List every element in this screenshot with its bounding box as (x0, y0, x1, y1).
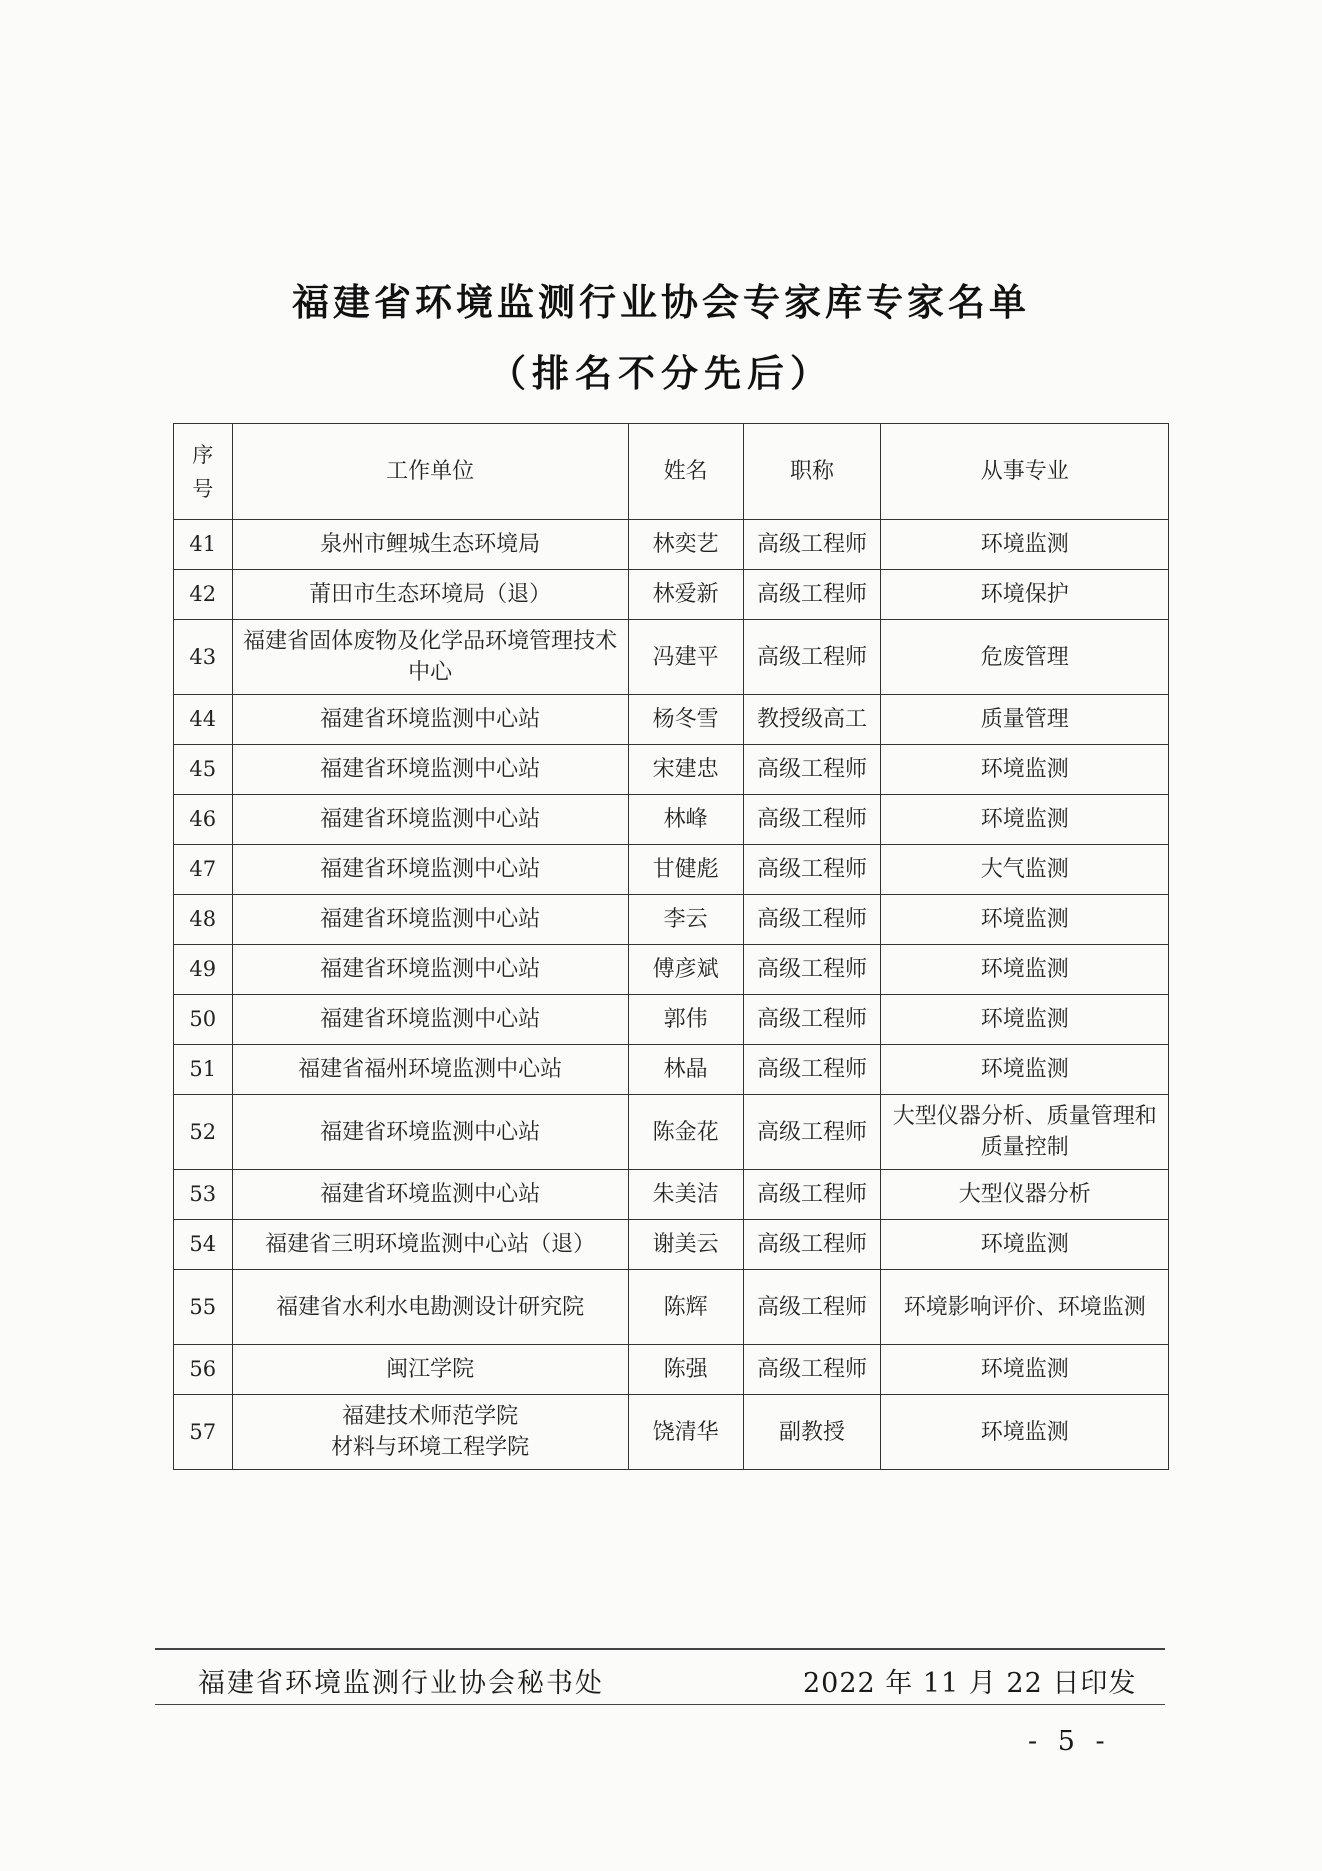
name-cell: 甘健彪 (628, 845, 743, 895)
specialty-cell: 环境监测 (881, 1220, 1169, 1270)
title-cell: 教授级高工 (743, 695, 881, 745)
specialty-cell: 大型仪器分析 (881, 1170, 1169, 1220)
table-row (174, 1045, 1169, 1095)
table-row (174, 1270, 1169, 1345)
title-cell: 高级工程师 (743, 745, 881, 795)
seq-cell: 45 (174, 745, 233, 795)
specialty-cell: 环境监测 (881, 1045, 1169, 1095)
header-unit: 工作单位 (232, 424, 628, 520)
specialty-cell: 环境监测 (881, 1395, 1169, 1470)
seq-cell: 43 (174, 620, 233, 695)
name-cell: 李云 (628, 895, 743, 945)
header-name: 姓名 (628, 424, 743, 520)
name-cell: 陈辉 (628, 1270, 743, 1345)
specialty-cell: 环境监测 (881, 895, 1169, 945)
name-cell: 杨冬雪 (628, 695, 743, 745)
seq-cell: 49 (174, 945, 233, 995)
footer-bottom-rule (155, 1704, 1165, 1705)
seq-cell: 56 (174, 1345, 233, 1395)
specialty-cell: 危废管理 (881, 620, 1169, 695)
document-title: 福建省环境监测行业协会专家库专家名单 (292, 281, 1030, 324)
title-cell: 副教授 (743, 1395, 881, 1470)
name-cell: 傅彦斌 (628, 945, 743, 995)
name-cell: 陈金花 (628, 1095, 743, 1170)
footer-date: 2022 年 11 月 22 日印发 (803, 1668, 1137, 1699)
seq-cell: 54 (174, 1220, 233, 1270)
title-cell: 高级工程师 (743, 795, 881, 845)
seq-cell: 52 (174, 1095, 233, 1170)
specialty-cell: 环境监测 (881, 795, 1169, 845)
seq-cell: 47 (174, 845, 233, 895)
title-cell: 高级工程师 (743, 1170, 881, 1220)
title-cell: 高级工程师 (743, 520, 881, 570)
specialty-cell: 环境监测 (881, 945, 1169, 995)
unit-cell: 福建省环境监测中心站 (232, 1170, 628, 1220)
unit-cell: 福建省环境监测中心站 (232, 895, 628, 945)
seq-cell: 41 (174, 520, 233, 570)
table-row (174, 570, 1169, 620)
footer-top-rule (155, 1648, 1165, 1650)
unit-cell: 福建省福州环境监测中心站 (232, 1045, 628, 1095)
table-row (174, 520, 1169, 570)
specialty-cell: 大型仪器分析、质量管理和质量控制 (881, 1095, 1169, 1170)
footer-issuer: 福建省环境监测行业协会秘书处 (198, 1668, 604, 1699)
table-row (174, 995, 1169, 1045)
seq-cell: 55 (174, 1270, 233, 1345)
seq-cell: 53 (174, 1170, 233, 1220)
title-cell: 高级工程师 (743, 1095, 881, 1170)
title-cell: 高级工程师 (743, 1345, 881, 1395)
unit-cell: 福建省三明环境监测中心站（退） (232, 1220, 628, 1270)
table-row (174, 895, 1169, 945)
table-row (174, 695, 1169, 745)
unit-cell: 福建省环境监测中心站 (232, 945, 628, 995)
header-seq: 序 号 (174, 424, 233, 520)
unit-cell: 福建省水利水电勘测设计研究院 (232, 1270, 628, 1345)
table-row (174, 1345, 1169, 1395)
expert-table (173, 423, 1169, 1470)
seq-cell: 57 (174, 1395, 233, 1470)
specialty-cell: 大气监测 (881, 845, 1169, 895)
unit-cell: 福建省环境监测中心站 (232, 995, 628, 1045)
header-specialty: 从事专业 (881, 424, 1169, 520)
unit-cell: 泉州市鲤城生态环境局 (232, 520, 628, 570)
name-cell: 郭伟 (628, 995, 743, 1045)
unit-cell: 福建省环境监测中心站 (232, 795, 628, 845)
table-row (174, 945, 1169, 995)
name-cell: 林晶 (628, 1045, 743, 1095)
page-number: - 5 - (1028, 1726, 1111, 1757)
title-cell: 高级工程师 (743, 945, 881, 995)
name-cell: 林峰 (628, 795, 743, 845)
name-cell: 林爱新 (628, 570, 743, 620)
unit-cell: 福建技术师范学院 材料与环境工程学院 (232, 1395, 628, 1470)
table-row (174, 845, 1169, 895)
title-cell: 高级工程师 (743, 1220, 881, 1270)
table-row (174, 1095, 1169, 1170)
table-row (174, 1395, 1169, 1470)
name-cell: 冯建平 (628, 620, 743, 695)
specialty-cell: 环境监测 (881, 1345, 1169, 1395)
seq-cell: 48 (174, 895, 233, 945)
title-cell: 高级工程师 (743, 570, 881, 620)
specialty-cell: 环境影响评价、环境监测 (881, 1270, 1169, 1345)
seq-cell: 50 (174, 995, 233, 1045)
specialty-cell: 环境监测 (881, 995, 1169, 1045)
table-row (174, 795, 1169, 845)
unit-cell: 福建省环境监测中心站 (232, 745, 628, 795)
header-title: 职称 (743, 424, 881, 520)
table-row (174, 620, 1169, 695)
seq-cell: 46 (174, 795, 233, 845)
specialty-cell: 质量管理 (881, 695, 1169, 745)
title-cell: 高级工程师 (743, 620, 881, 695)
name-cell: 林奕艺 (628, 520, 743, 570)
seq-cell: 51 (174, 1045, 233, 1095)
seq-cell: 44 (174, 695, 233, 745)
table-row (174, 1220, 1169, 1270)
document-subtitle: （排名不分先后） (489, 352, 833, 395)
name-cell: 朱美洁 (628, 1170, 743, 1220)
unit-cell: 福建省固体废物及化学品环境管理技术中心 (232, 620, 628, 695)
table-header-row (174, 424, 1169, 520)
name-cell: 陈强 (628, 1345, 743, 1395)
name-cell: 宋建忠 (628, 745, 743, 795)
seq-cell: 42 (174, 570, 233, 620)
title-cell: 高级工程师 (743, 1045, 881, 1095)
unit-cell: 福建省环境监测中心站 (232, 1095, 628, 1170)
table-row (174, 745, 1169, 795)
specialty-cell: 环境保护 (881, 570, 1169, 620)
title-cell: 高级工程师 (743, 1270, 881, 1345)
specialty-cell: 环境监测 (881, 520, 1169, 570)
specialty-cell: 环境监测 (881, 745, 1169, 795)
name-cell: 饶清华 (628, 1395, 743, 1470)
name-cell: 谢美云 (628, 1220, 743, 1270)
unit-cell: 福建省环境监测中心站 (232, 845, 628, 895)
table-row (174, 1170, 1169, 1220)
title-cell: 高级工程师 (743, 995, 881, 1045)
unit-cell: 闽江学院 (232, 1345, 628, 1395)
title-cell: 高级工程师 (743, 845, 881, 895)
title-cell: 高级工程师 (743, 895, 881, 945)
unit-cell: 福建省环境监测中心站 (232, 695, 628, 745)
unit-cell: 莆田市生态环境局（退） (232, 570, 628, 620)
